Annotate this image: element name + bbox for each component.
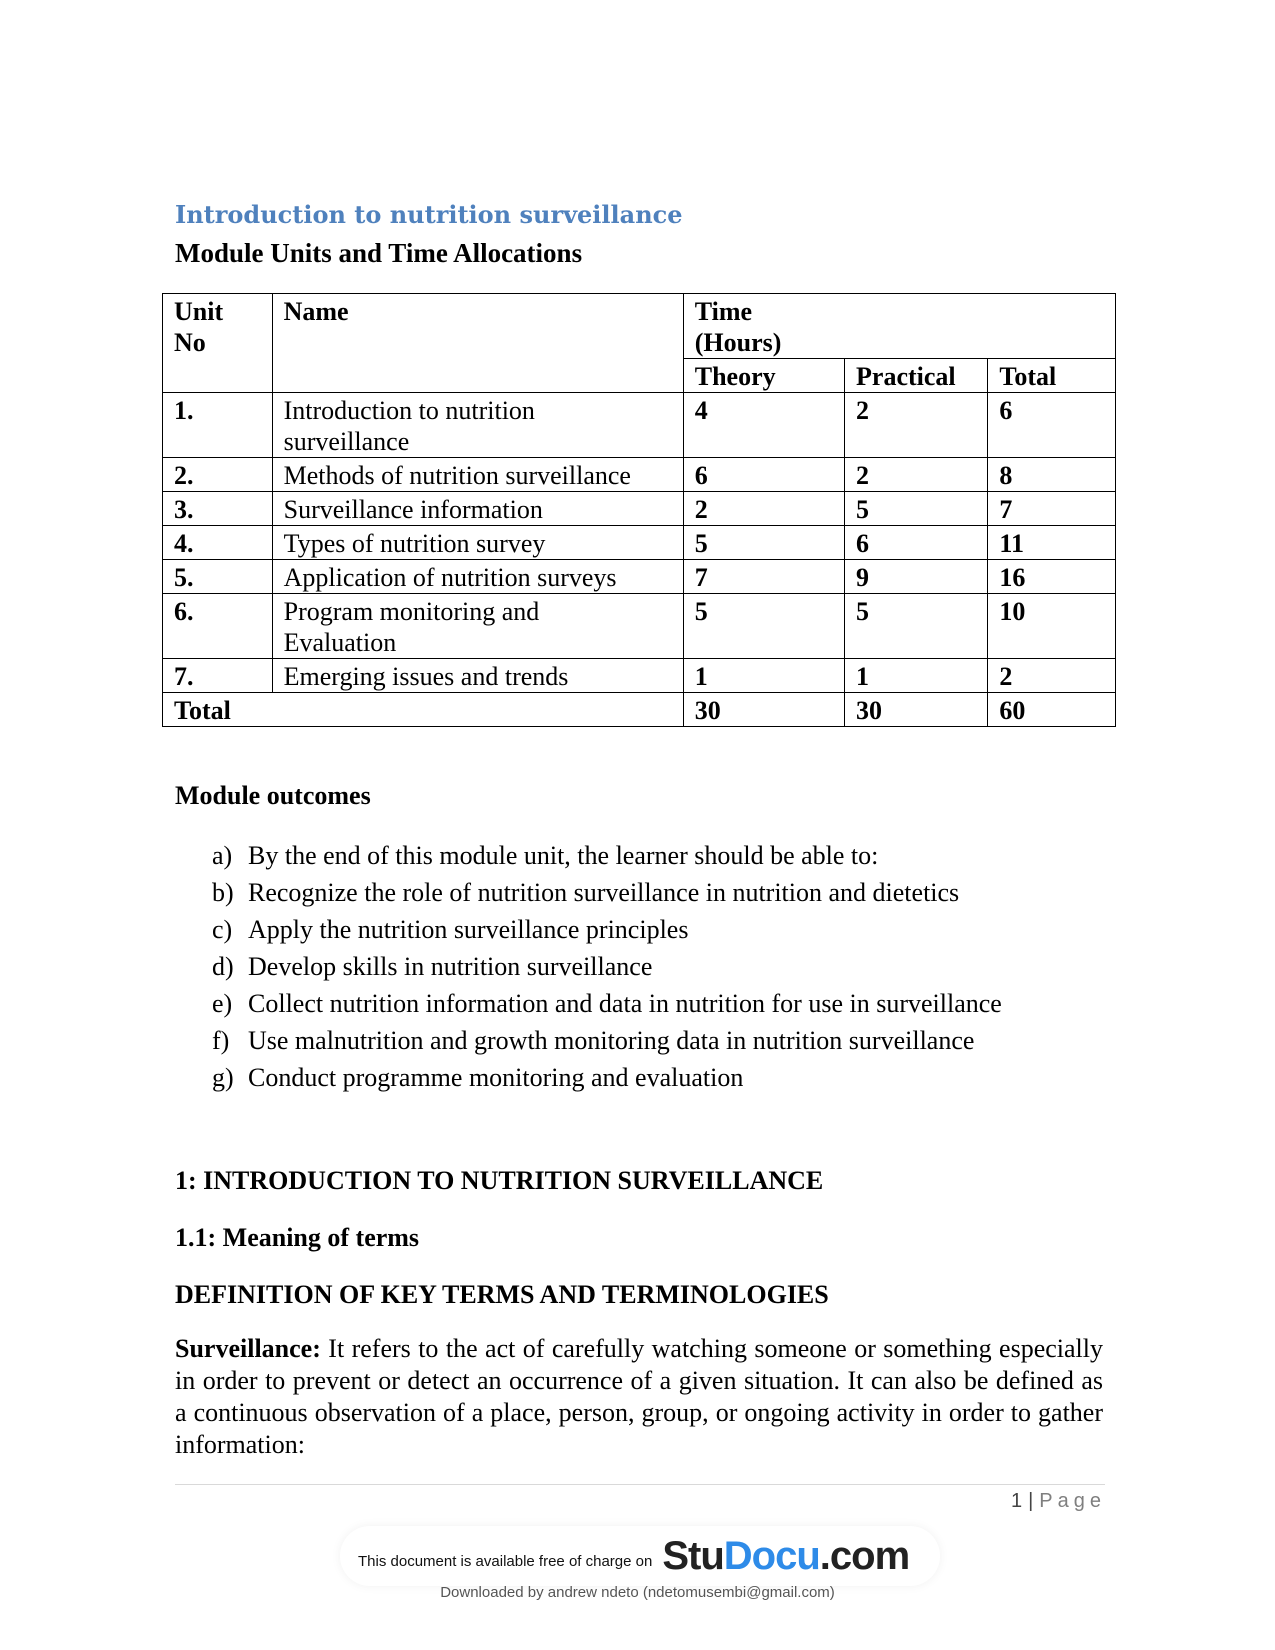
total-label: Total [163, 693, 684, 727]
table-row [163, 393, 1116, 458]
cell-theory: 5 [683, 526, 844, 560]
cell-unit-no: 1. [163, 393, 273, 458]
cell-theory: 4 [683, 393, 844, 458]
table-caption: Module Units and Time Allocations [175, 238, 583, 268]
cell-total: 11 [988, 526, 1116, 560]
table-row [163, 458, 1116, 492]
header-total: Total [988, 359, 1116, 393]
header-theory: Theory [683, 359, 844, 393]
list-item: a) By the end of this module unit, the learner should be able to: [212, 841, 879, 870]
definition-text: It refers to the act of carefully watching someone or something especially in order to prevent or detect an occurrence of a given situation. It can also be defined as a continuous observation of a place, person, group, or ongoing activity in order to gather information: [175, 1334, 1103, 1459]
cell-name: Program monitoring and Evaluation [272, 594, 683, 659]
cell-unit-no: 4. [163, 526, 273, 560]
banner-text: This document is available free of charge on [358, 1552, 653, 1570]
subsection-title: 1.1: Meaning of terms [175, 1223, 420, 1252]
table-row [163, 560, 1116, 594]
footer-divider [175, 1484, 1105, 1485]
list-item: e) Collect nutrition information and data in nutrition for use in surveillance [212, 989, 1002, 1018]
cell-name: Types of nutrition survey [272, 526, 683, 560]
cell-theory: 1 [683, 659, 844, 693]
outcomes-list [212, 837, 1002, 1096]
cell-practical: 1 [845, 659, 988, 693]
header-practical: Practical [845, 359, 988, 393]
cell-total: 10 [988, 594, 1116, 659]
list-item: d) Develop skills in nutrition surveillance [212, 952, 653, 981]
total-total: 60 [988, 693, 1116, 727]
cell-unit-no: 2. [163, 458, 273, 492]
list-item: c) Apply the nutrition surveillance principles [212, 915, 689, 944]
cell-theory: 5 [683, 594, 844, 659]
cell-name: Emerging issues and trends [272, 659, 683, 693]
list-item: g) Conduct programme monitoring and evaluation [212, 1063, 744, 1092]
cell-unit-no: 6. [163, 594, 273, 659]
header-time: Time (Hours) [683, 294, 1115, 359]
table-row [163, 492, 1116, 526]
cell-theory: 6 [683, 458, 844, 492]
cell-practical: 5 [845, 492, 988, 526]
cell-practical: 5 [845, 594, 988, 659]
cell-unit-no: 5. [163, 560, 273, 594]
table-row [163, 526, 1116, 560]
table-row [163, 659, 1116, 693]
cell-total: 6 [988, 393, 1116, 458]
outcomes-title: Module outcomes [175, 781, 371, 810]
studocu-banner[interactable] [340, 1526, 940, 1586]
cell-unit-no: 7. [163, 659, 273, 693]
document-heading: Introduction to nutrition surveillance [175, 200, 683, 229]
list-item: b) Recognize the role of nutrition surveillance in nutrition and dietetics [212, 878, 960, 907]
cell-theory: 2 [683, 492, 844, 526]
section-title: 1: INTRODUCTION TO NUTRITION SURVEILLANCE [175, 1166, 824, 1195]
cell-practical: 2 [845, 393, 988, 458]
table-header-row [163, 294, 1116, 359]
total-theory: 30 [683, 693, 844, 727]
downloaded-by-note: Downloaded by andrew ndeto (ndetomusembi@gmail.com) [440, 1584, 835, 1601]
header-name: Name [272, 294, 683, 393]
cell-unit-no: 3. [163, 492, 273, 526]
cell-name: Application of nutrition surveys [272, 560, 683, 594]
list-item: f) Use malnutrition and growth monitoring data in nutrition surveillance [212, 1026, 975, 1055]
cell-total: 7 [988, 492, 1116, 526]
page-number: 1 | Page [1010, 1490, 1106, 1512]
table-total-row [163, 693, 1116, 727]
cell-total: 16 [988, 560, 1116, 594]
definitions-title: DEFINITION OF KEY TERMS AND TERMINOLOGIES [175, 1280, 829, 1309]
cell-name: Surveillance information [272, 492, 683, 526]
module-units-table [162, 293, 1116, 727]
cell-practical: 6 [845, 526, 988, 560]
cell-name: Methods of nutrition surveillance [272, 458, 683, 492]
cell-name: Introduction to nutrition surveillance [272, 393, 683, 458]
header-unit-no: Unit No [163, 294, 273, 393]
studocu-logo[interactable]: StuDocu.com [662, 1533, 910, 1578]
cell-practical: 2 [845, 458, 988, 492]
total-practical: 30 [845, 693, 988, 727]
cell-total: 2 [988, 659, 1116, 693]
cell-practical: 9 [845, 560, 988, 594]
cell-total: 8 [988, 458, 1116, 492]
cell-theory: 7 [683, 560, 844, 594]
table-row [163, 594, 1116, 659]
definition-paragraph [175, 1333, 1103, 1461]
definition-term: Surveillance: [175, 1334, 321, 1363]
